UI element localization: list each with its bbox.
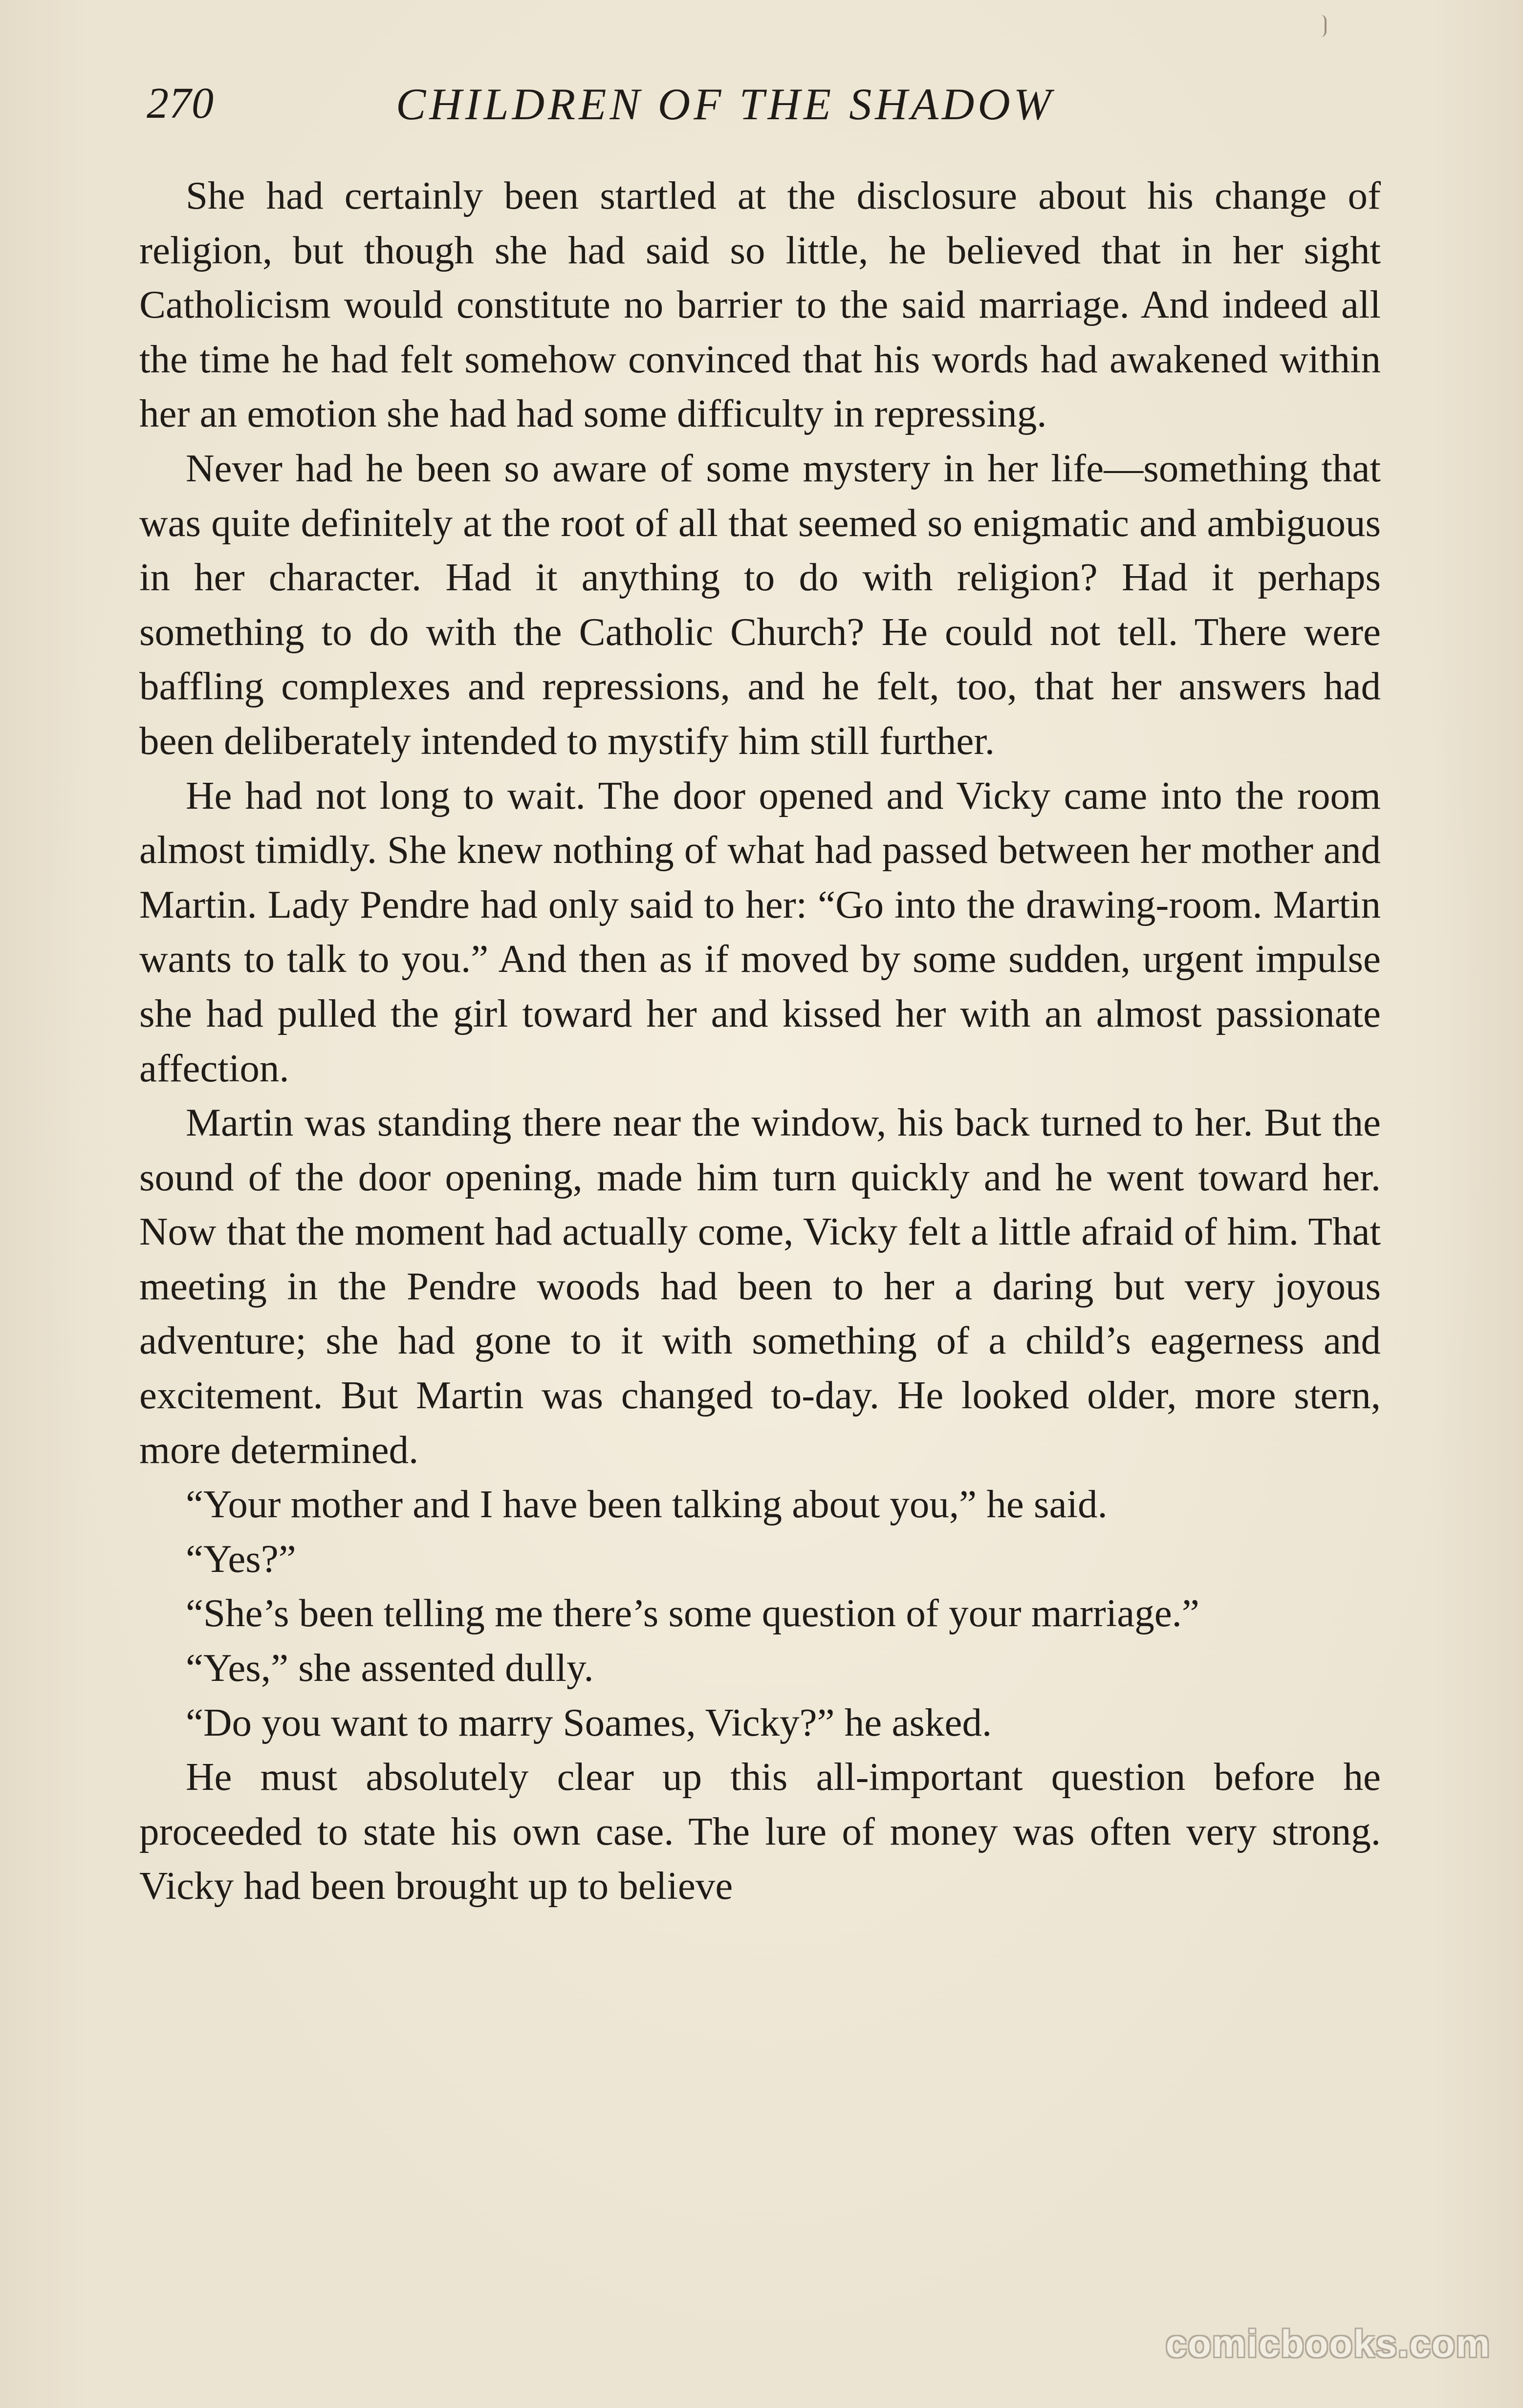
dialogue-line: “Do you want to marry Soames, Vicky?” he asked. [186,1700,992,1744]
dialogue-line: “Yes?” [186,1536,296,1581]
page-edge-mark [1321,15,1327,37]
dialogue-line: “She’s been telling me there’s some question of your marriage.” [186,1591,1199,1635]
paragraph: Never had he been so aware of some mystery in her life—something that was quite definitely at the root of all that seemed so enigmatic and ambiguous in her character. Had it anything to do with religion? Had it perhaps something to do with the Catholic Church? He could not tell. There were baffling complexes and repressions, and he felt, too, that her answers had been deliberately intended to mystify him still further. [139,446,1381,763]
running-head [142,73,1378,147]
page-number: 270 [147,79,214,128]
paragraph: Martin was standing there near the window, his back turned to her. But the sound of the door opening, made him turn quickly and he went toward her. Now that the moment had actually come, Vicky felt a little afraid of him. That meeting in the Pendre woods had been to her a daring but very joyous adventure; she had gone to it with something of a child’s eagerness and excitement. But Martin was changed to-day. He looked older, more stern, more determined. [139,1100,1381,1472]
paragraph: She had certainly been startled at the disclosure about his change of religion, but though she had said so little, he believed that in her sight Catholicism would constitute no barrier to the said marriage. And indeed all the time he had felt somehow convinced that his words had awakened within her an emotion she had had some difficulty in repressing. [139,173,1381,436]
watermark: comicbooks.com [1165,2322,1491,2365]
paragraph: He had not long to wait. The door opened and Vicky came into the room almost timidly. She knew nothing of what had passed between her mother and Martin. Lady Pendre had only said to her: “Go into the drawing-room. Martin wants to talk to you.” And then as if moved by some sudden, urgent impulse she had pulled the girl toward her and kissed her with an almost passionate affection. [139,773,1381,1090]
dialogue-line: “Your mother and I have been talking about you,” he said. [186,1482,1108,1526]
paragraph: He must absolutely clear up this all-important question before he proceeded to state his own case. The lure of money was often very strong. Vicky had been brought up to believe [139,1755,1381,1908]
book-title: CHILDREN OF THE SHADOW [396,79,1055,129]
body-text [139,169,1381,1914]
dialogue-line: “Yes,” she assented dully. [186,1646,594,1690]
